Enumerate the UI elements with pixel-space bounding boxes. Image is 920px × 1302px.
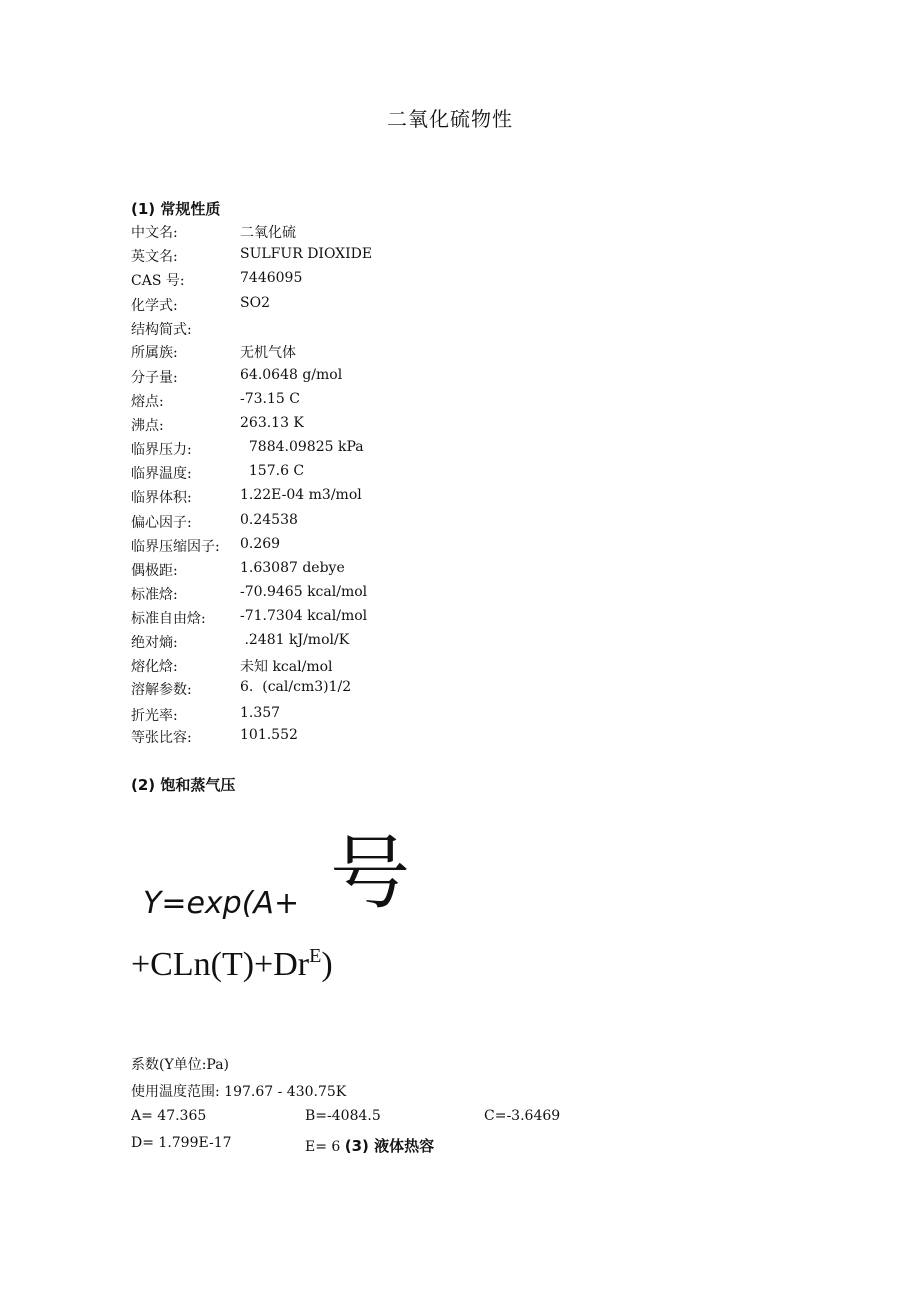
document-title: 二氧化硫物性 — [387, 107, 513, 131]
property-label: 临界体积: — [131, 490, 192, 506]
property-label: 等张比容: — [131, 730, 192, 746]
coefficient-title: 系数(Y单位:Pa) — [131, 1057, 230, 1073]
formula-close-paren: ) — [321, 946, 333, 983]
property-label: 绝对熵: — [131, 635, 178, 651]
property-value: 263.13 K — [240, 415, 304, 431]
property-value: -73.15 C — [240, 391, 300, 407]
property-value: 101.552 — [240, 727, 298, 743]
property-label: 临界压缩因子: — [131, 539, 220, 555]
property-label: CAS 号: — [131, 273, 185, 289]
coefficient-b: B=-4084.5 — [305, 1108, 381, 1124]
property-value: 157.6 C — [240, 463, 305, 479]
property-label: 标准自由焓: — [131, 611, 206, 627]
property-value: -71.7304 kcal/mol — [240, 608, 368, 624]
formula-exponent: E — [309, 945, 322, 967]
property-value: 6. (cal/cm3)1/2 — [240, 679, 352, 695]
coefficient-d: D= 1.799E-17 — [131, 1135, 232, 1151]
coefficient-c: C=-3.6469 — [484, 1108, 561, 1124]
formula-part2-text: +CLn(T)+Dr — [131, 946, 310, 983]
property-value: 0.24538 — [240, 512, 298, 528]
coefficient-e-line — [305, 1135, 434, 1156]
section-heading-general-properties: (1) 常规性质 — [131, 200, 221, 218]
property-value: .2481 kJ/mol/K — [240, 632, 350, 648]
coefficient-e: E= 6 — [305, 1139, 341, 1155]
property-label: 标准焓: — [131, 587, 178, 603]
property-value: 0.269 — [240, 536, 281, 552]
property-label: 熔化焓: — [131, 659, 178, 675]
property-label: 临界温度: — [131, 466, 192, 482]
section-heading-vapor-pressure: (2) 饱和蒸气压 — [131, 776, 236, 794]
property-label: 偶极距: — [131, 563, 178, 579]
vapor-pressure-formula-part2 — [131, 945, 333, 984]
vapor-pressure-formula-part1: Y=exp(A+ — [143, 886, 300, 921]
property-value: 二氧化硫 — [240, 225, 296, 241]
property-label: 英文名: — [131, 249, 178, 265]
property-value: 无机气体 — [240, 345, 296, 361]
property-label: 结构简式: — [131, 322, 192, 338]
property-value: 未知 kcal/mol — [240, 659, 333, 675]
property-label: 临界压力: — [131, 442, 192, 458]
property-value: 1.63087 debye — [240, 560, 345, 576]
coefficient-a: A= 47.365 — [131, 1108, 207, 1124]
property-label: 分子量: — [131, 370, 178, 386]
property-value: 7884.09825 kPa — [240, 439, 364, 455]
property-value: 1.22E-04 m3/mol — [240, 487, 362, 503]
section-heading-liquid-heat-capacity: (3) 液体热容 — [344, 1137, 435, 1155]
property-label: 折光率: — [131, 708, 178, 724]
property-label: 化学式: — [131, 298, 178, 314]
property-value: 7446095 — [240, 270, 303, 286]
formula-large-glyph: 号 — [330, 827, 410, 920]
property-label: 中文名: — [131, 225, 178, 241]
property-value: -70.9465 kcal/mol — [240, 584, 368, 600]
property-value: SULFUR DIOXIDE — [240, 246, 373, 262]
property-value: 1.357 — [240, 705, 281, 721]
property-label: 所属族: — [131, 345, 178, 361]
property-label: 偏心因子: — [131, 515, 192, 531]
property-label: 沸点: — [131, 418, 164, 434]
property-label: 溶解参数: — [131, 682, 192, 698]
property-label: 熔点: — [131, 394, 164, 410]
property-value: 64.0648 g/mol — [240, 367, 343, 383]
temperature-range: 使用温度范围: 197.67 - 430.75K — [131, 1084, 347, 1100]
property-value: SO2 — [240, 295, 270, 311]
